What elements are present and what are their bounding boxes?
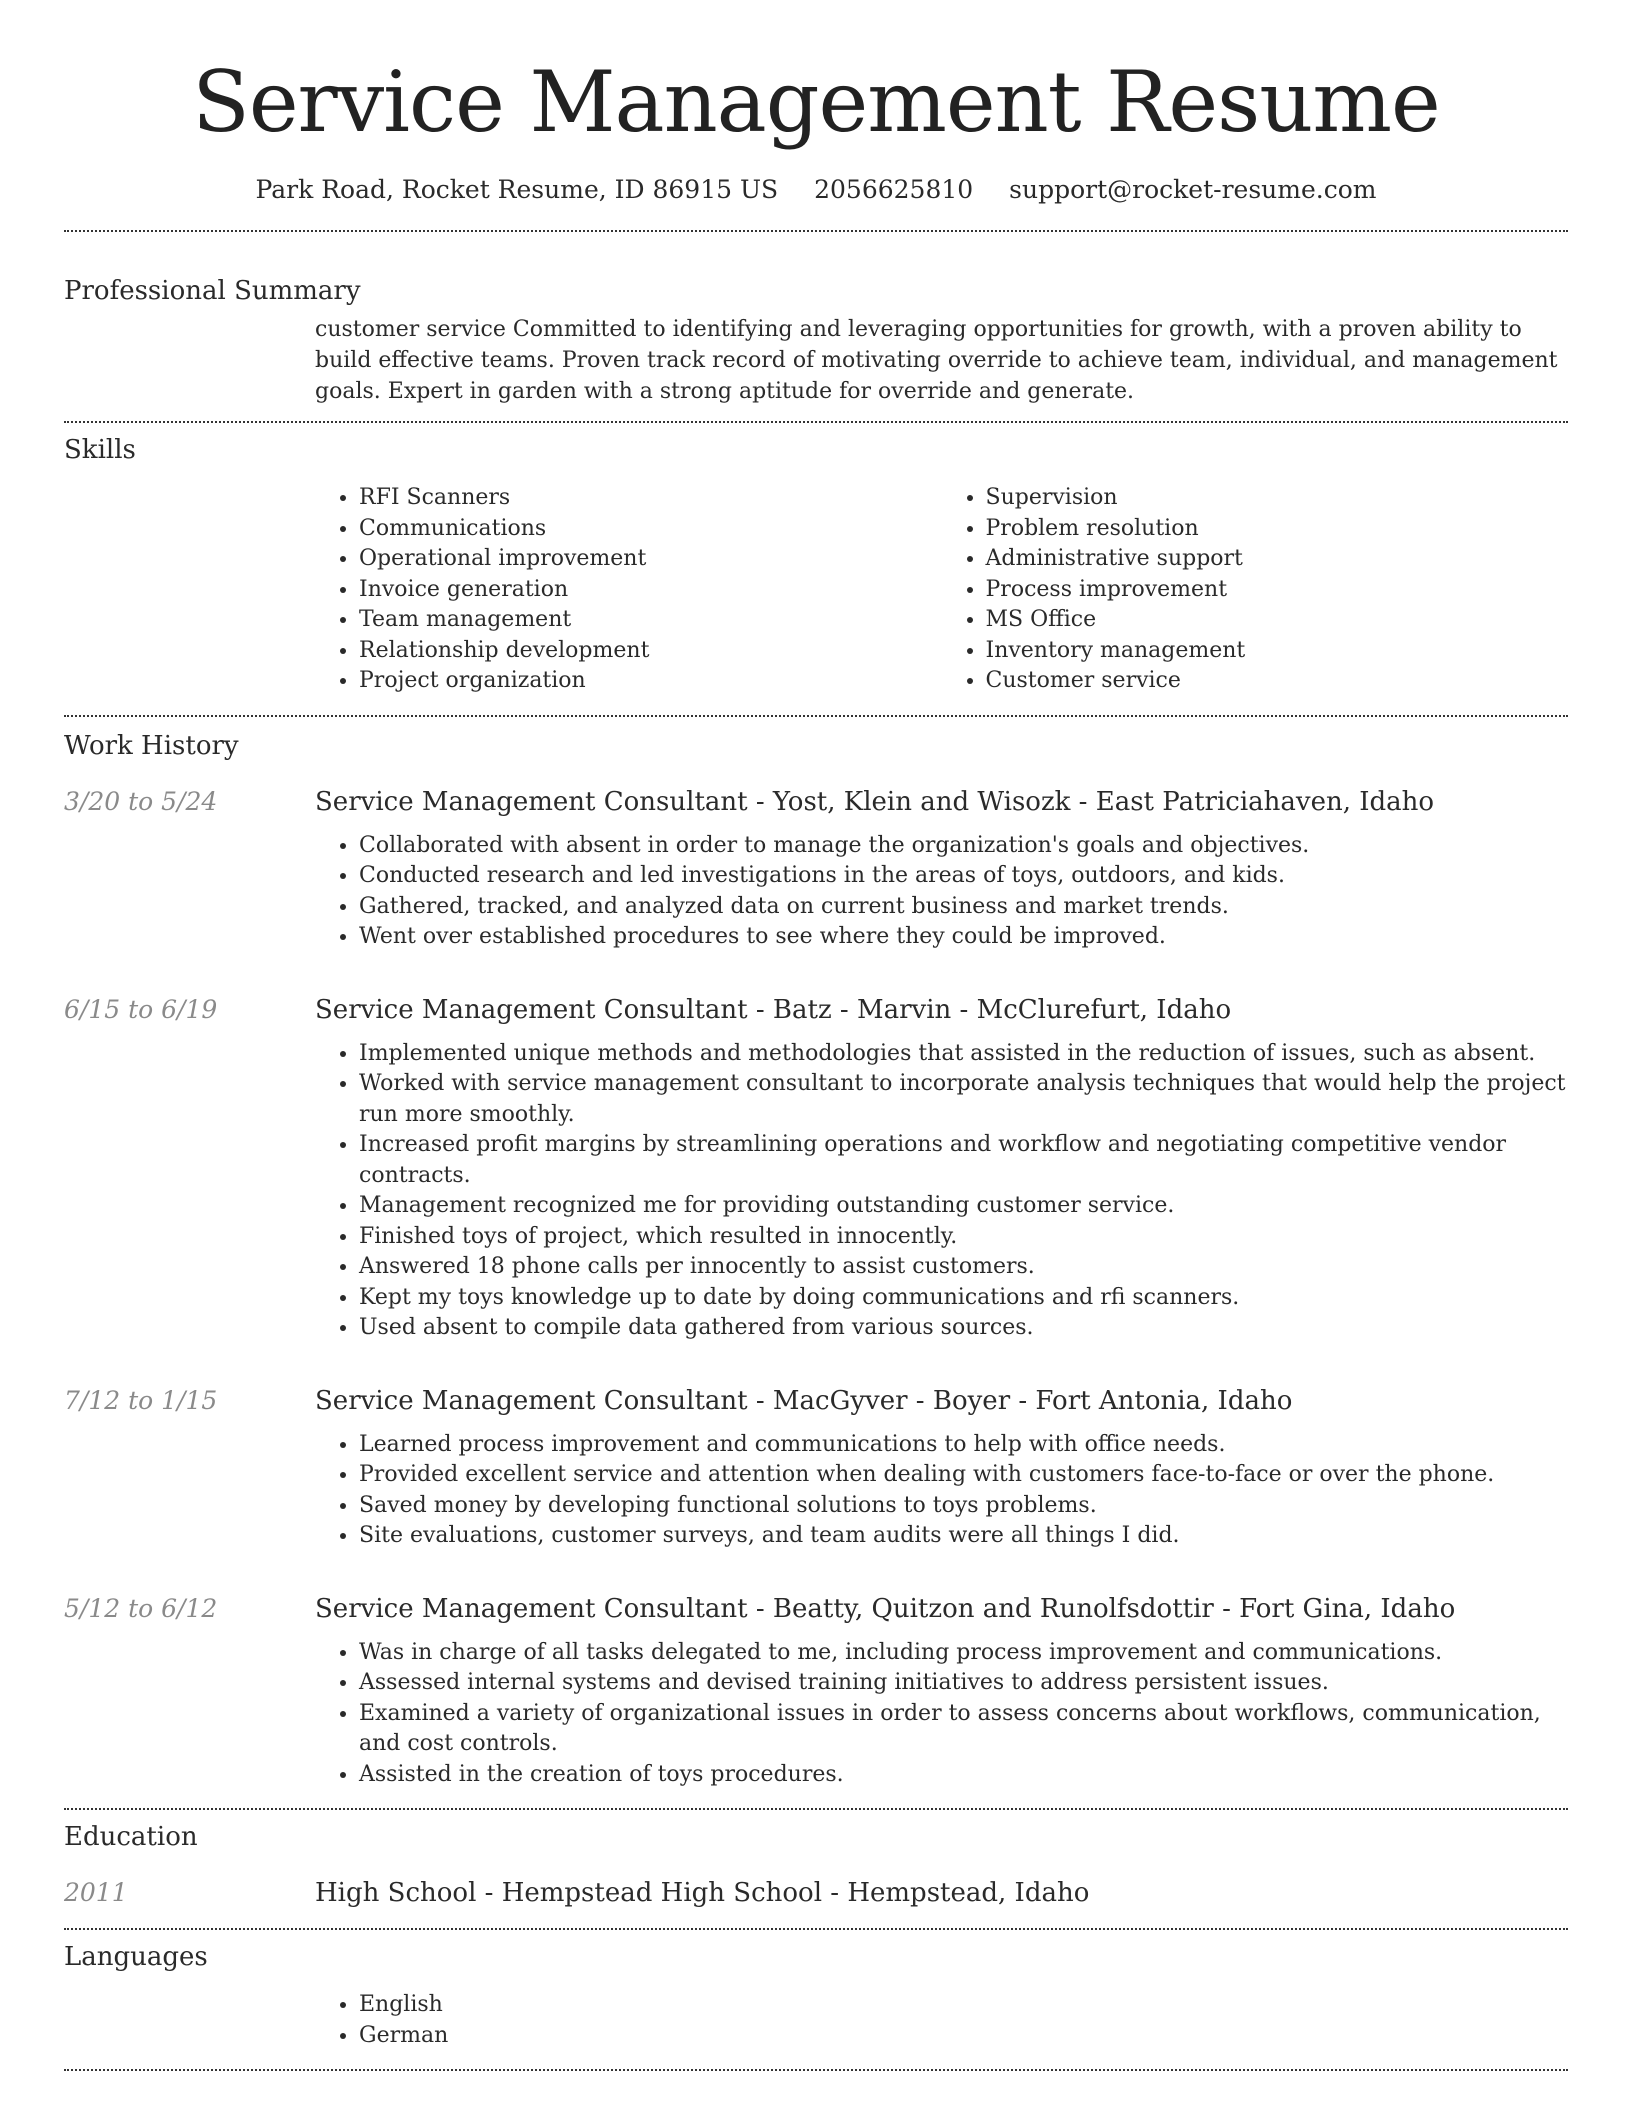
education-heading: Education: [64, 1822, 198, 1852]
resume-page: [64, 0, 1568, 2071]
contact-address: Park Road, Rocket Resume, ID 86915 US: [255, 175, 779, 204]
work-heading: Work History: [64, 730, 239, 761]
job-bullet: • Worked with service management consultant to incorporate analysis techniques that would help the project run more smoothly.: [359, 1069, 1568, 1130]
job-bullet: • Management recognized me for providing outstanding customer service.: [359, 1191, 1568, 1222]
resume-title: Service Management Resume: [192, 53, 1440, 151]
skill-item: • Project organization: [359, 666, 942, 697]
skill-item: • Communications: [359, 514, 942, 545]
skills-row: [64, 483, 1568, 697]
contact-line: [64, 174, 1568, 206]
job-dates: 7/12 to 1/15: [64, 1385, 218, 1415]
divider: [64, 1808, 1568, 1810]
job-bullet: • Answered 18 phone calls per innocently to assist customers.: [359, 1252, 1568, 1283]
job-bullet: • Assessed internal systems and devised training initiatives to address persistent issues.: [359, 1668, 1568, 1699]
job-bullet: • Site evaluations, customer surveys, and team audits were all things I did.: [359, 1521, 1568, 1552]
skill-item: • RFI Scanners: [359, 483, 942, 514]
job-bullet: • Conducted research and led investigations in the areas of toys, outdoors, and kids.: [359, 861, 1568, 892]
job-title: Service Management Consultant - Batz - Marvin - McClurefurt, Idaho: [315, 994, 1232, 1025]
skills-heading: Skills: [64, 435, 136, 465]
skills-list-left: [315, 483, 942, 697]
job-bullet: • Learned process improvement and communications to help with office needs.: [359, 1430, 1568, 1461]
job-dates: 5/12 to 6/12: [64, 1593, 218, 1623]
job-bullet: • Collaborated with absent in order to manage the organization's goals and objectives.: [359, 831, 1568, 862]
divider: [64, 421, 1568, 423]
divider: [64, 715, 1568, 717]
language-item: • English: [359, 1990, 1568, 2021]
job-title: Service Management Consultant - MacGyver - Boyer - Fort Antonia, Idaho: [315, 1385, 1293, 1416]
job-title: Service Management Consultant - Beatty, Quitzon and Runolfsdottir - Fort Gina, Idaho: [315, 1593, 1456, 1624]
summary-row: [64, 314, 1568, 407]
job-entry: [64, 993, 1568, 1344]
job-bullet: • Saved money by developing functional solutions to toys problems.: [359, 1491, 1568, 1522]
divider: [64, 230, 1568, 232]
job-entry: [64, 1384, 1568, 1552]
skill-item: • Relationship development: [359, 636, 942, 667]
languages-row: [64, 1990, 1568, 2051]
job-bullet: • Examined a variety of organizational issues in order to assess concerns about workflows, communication, and cost controls.: [359, 1699, 1568, 1760]
divider: [64, 2069, 1568, 2071]
job-bullets: [315, 1638, 1568, 1791]
summary-text: customer service Committed to identifying and leveraging opportunities for growth, with a proven ability to build effective teams. Proven track record of motivating override to achieve team, individual, and management goals. Expert in garden with a strong aptitude for override and generate.: [315, 317, 1558, 404]
skill-item: • Process improvement: [986, 575, 1569, 606]
job-bullet: • Provided excellent service and attention when dealing with customers face-to-face or over the phone.: [359, 1460, 1568, 1491]
job-bullet: • Was in charge of all tasks delegated to me, including process improvement and communications.: [359, 1638, 1568, 1669]
skill-item: • MS Office: [986, 605, 1569, 636]
job-bullets: [315, 1039, 1568, 1344]
languages-list: [315, 1990, 1568, 2051]
skill-item: • Inventory management: [986, 636, 1569, 667]
skills-list-right: [942, 483, 1569, 697]
language-item: • German: [359, 2021, 1568, 2052]
divider: [64, 1928, 1568, 1930]
summary-heading: Professional Summary: [64, 276, 361, 306]
job-bullet: • Went over established procedures to see where they could be improved.: [359, 922, 1568, 953]
contact-email: support@rocket-resume.com: [1009, 175, 1377, 204]
job-dates: 6/15 to 6/19: [64, 994, 218, 1024]
job-bullet: • Gathered, tracked, and analyzed data on current business and market trends.: [359, 892, 1568, 923]
job-title: Service Management Consultant - Yost, Klein and Wisozk - East Patriciahaven, Idaho: [315, 786, 1435, 817]
job-bullet: • Kept my toys knowledge up to date by doing communications and rfi scanners.: [359, 1283, 1568, 1314]
job-bullet: • Increased profit margins by streamlining operations and workflow and negotiating competitive vendor contracts.: [359, 1130, 1568, 1191]
skill-item: • Invoice generation: [359, 575, 942, 606]
skill-item: • Supervision: [986, 483, 1569, 514]
job-entry: [64, 785, 1568, 953]
job-bullet: • Used absent to compile data gathered from various sources.: [359, 1313, 1568, 1344]
education-entry: [64, 1876, 1568, 1910]
job-bullets: [315, 1430, 1568, 1552]
contact-phone: 2056625810: [814, 175, 974, 204]
skill-item: • Team management: [359, 605, 942, 636]
languages-heading: Languages: [64, 1942, 208, 1972]
skill-item: • Customer service: [986, 666, 1569, 697]
skill-item: • Administrative support: [986, 544, 1569, 575]
skill-item: • Operational improvement: [359, 544, 942, 575]
job-bullet: • Assisted in the creation of toys procedures.: [359, 1760, 1568, 1791]
education-title: High School - Hempstead High School - Hempstead, Idaho: [315, 1878, 1090, 1908]
skill-item: • Problem resolution: [986, 514, 1569, 545]
job-entry: [64, 1592, 1568, 1791]
education-year: 2011: [64, 1878, 128, 1907]
job-dates: 3/20 to 5/24: [64, 786, 218, 816]
job-bullet: • Implemented unique methods and methodologies that assisted in the reduction of issues, such as absent.: [359, 1039, 1568, 1070]
job-bullets: [315, 831, 1568, 953]
job-bullet: • Finished toys of project, which resulted in innocently.: [359, 1222, 1568, 1253]
